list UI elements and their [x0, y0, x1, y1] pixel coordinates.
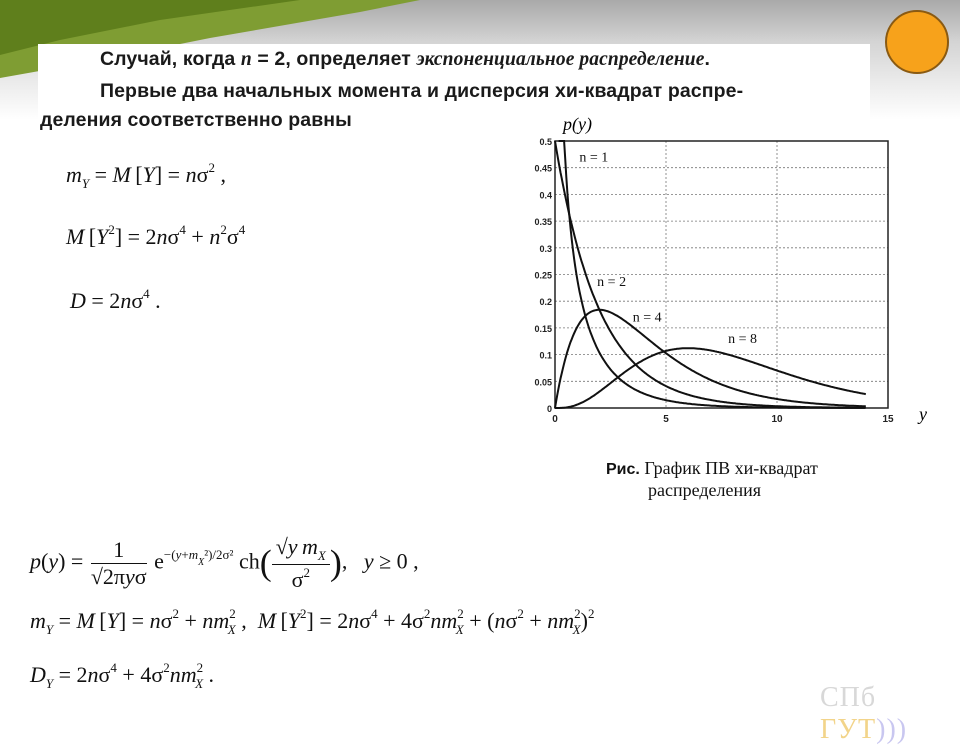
- line1-italic: экспоненциальное распределение: [416, 49, 705, 70]
- logo-part-3: ))): [876, 714, 908, 745]
- line1-eq: = 2: [251, 48, 286, 70]
- series-label: n = 2: [597, 275, 627, 291]
- y-tick-label: 0.25: [534, 270, 552, 281]
- x-tick-label: 5: [663, 414, 669, 425]
- y-tick-label: 0.05: [534, 377, 552, 388]
- paragraph-line-1: [100, 48, 710, 71]
- line1-dot: .: [704, 48, 711, 70]
- logo-part-2: ГУТ: [820, 714, 877, 745]
- x-tick-label: 15: [882, 414, 894, 425]
- university-logo: [820, 682, 960, 746]
- chart-x-axis-label: y: [919, 404, 927, 424]
- logo-part-1: СПб: [820, 682, 877, 713]
- formula-second-moment: M $[Y^2] = 2n\sigma^4 + n^2\sigma^4$: [66, 222, 246, 249]
- y-tick-label: 0.5: [539, 137, 552, 147]
- line1-text-a: Случай, когда: [100, 48, 236, 70]
- series-label: n = 1: [579, 150, 609, 166]
- x-tick-label: 10: [771, 414, 783, 425]
- formula-mean-general: $m_Y = M$ $[Y] = n\sigma^2 + nm^2_X$ , M $[Y^2] = 2n\sigma^4 + 4\sigma^2nm^2_X + (n\sigma^2 + nm^2_X)^2$: [30, 606, 595, 637]
- series-label: n = 8: [728, 331, 758, 347]
- series-label: n = 4: [632, 310, 662, 326]
- y-tick-label: 0.15: [534, 323, 552, 334]
- caption-line-1: График ПВ хи-квадрат: [644, 458, 818, 478]
- caption-line-2: распределения: [648, 480, 762, 500]
- paragraph-line-3: деления соответственно равны: [40, 109, 352, 131]
- paragraph-line-2: Первые два начальных момента и дисперсия хи-квадрат распре-: [100, 80, 744, 102]
- line1-var-n: n: [240, 49, 252, 70]
- y-tick-label: 0.45: [534, 163, 552, 174]
- y-tick-label: 0: [546, 404, 552, 414]
- chi-square-chart: [515, 108, 935, 438]
- y-tick-label: 0.3: [539, 243, 552, 254]
- caption-prefix: Рис.: [606, 461, 640, 478]
- y-tick-label: 0.4: [539, 190, 552, 201]
- figure-caption: [606, 458, 818, 501]
- curve-n4: [555, 310, 866, 408]
- y-tick-label: 0.35: [534, 217, 552, 228]
- chart-labels: [579, 150, 757, 347]
- x-tick-label: 0: [552, 414, 558, 425]
- formula-variance-general: $D_Y = 2n\sigma^4 + 4\sigma^2nm^2_X$ .: [30, 660, 215, 691]
- formula-mean: $m_Y = M$ $[Y] = n\sigma^2$ ,: [66, 160, 226, 191]
- formula-variance: $D = 2n\sigma^4$ .: [70, 286, 161, 313]
- y-tick-label: 0.1: [539, 350, 552, 361]
- formula-pdf: p(y) = 1 √2πyσ $e^{-(y+m_X^2)/2\sigma^2}$ ch( $\frac{√y m_X}{\sigma^2}$ ), y ≥ 0 ,: [30, 534, 419, 592]
- y-tick-label: 0.2: [539, 297, 552, 308]
- line1-text-b: , определяет: [285, 48, 411, 70]
- chart-y-axis-label: p(y): [563, 114, 592, 134]
- orange-circle-decoration: [885, 10, 949, 74]
